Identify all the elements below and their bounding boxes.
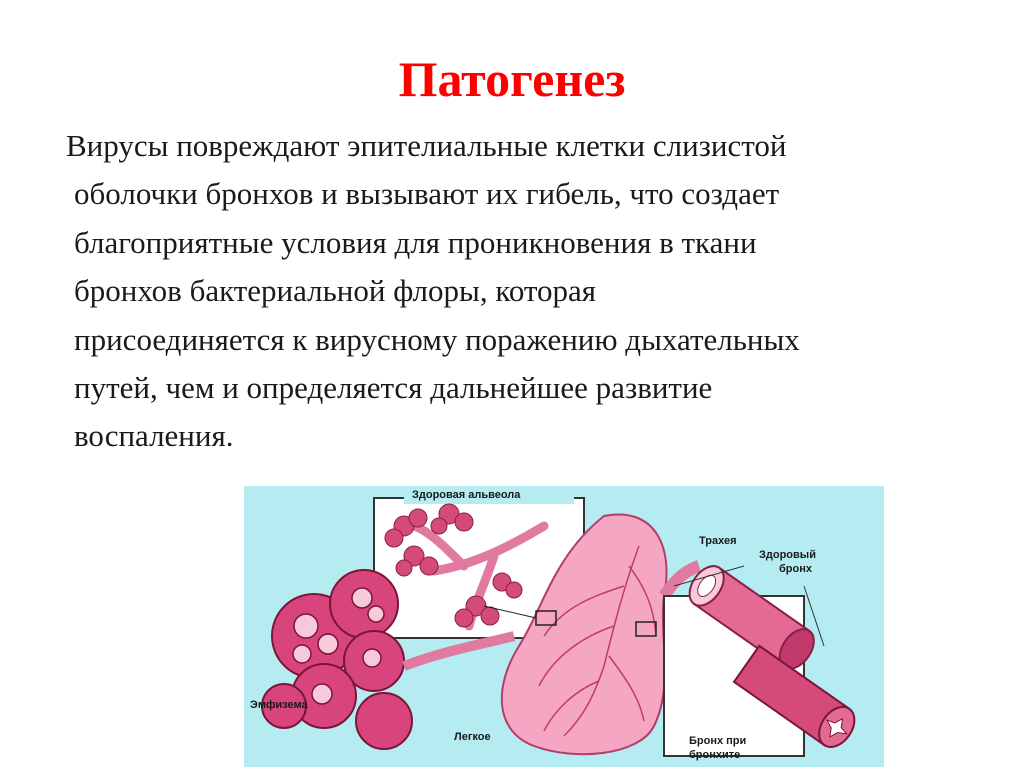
- label-bronchitis-1: Бронх при: [689, 735, 747, 747]
- label-lung: Легкое: [454, 731, 491, 743]
- bronchitis-illustration: [244, 486, 884, 767]
- paragraph-line: Вирусы повреждают эпителиальные клетки слизистой: [66, 128, 787, 163]
- paragraph-line: присоединяется к вирусному поражению дыхательных: [74, 321, 800, 357]
- paragraph-line: воспаления.: [74, 418, 234, 454]
- bronchi-inset: [664, 560, 862, 756]
- paragraph-line: оболочки бронхов и вызывают их гибель, что создает: [74, 176, 780, 212]
- label-healthy-alveolus: Здоровая альвеола: [412, 489, 521, 501]
- label-healthy-bronchus-1: Здоровый: [759, 549, 816, 561]
- label-emphysema: Эмфизема: [250, 699, 308, 711]
- slide-title: Патогенез: [398, 51, 626, 107]
- illustration-svg: [244, 486, 884, 767]
- label-bronchitis-2: бронхите: [689, 749, 741, 761]
- paragraph-line: бронхов бактериальной флоры, которая: [74, 273, 597, 309]
- label-trachea: Трахея: [699, 535, 737, 547]
- label-healthy-bronchus-2: бронх: [779, 563, 812, 575]
- paragraph-line: путей, чем и определяется дальнейшее развитие: [74, 370, 713, 405]
- paragraph-line: благоприятные условия для проникновения в ткани: [74, 224, 757, 260]
